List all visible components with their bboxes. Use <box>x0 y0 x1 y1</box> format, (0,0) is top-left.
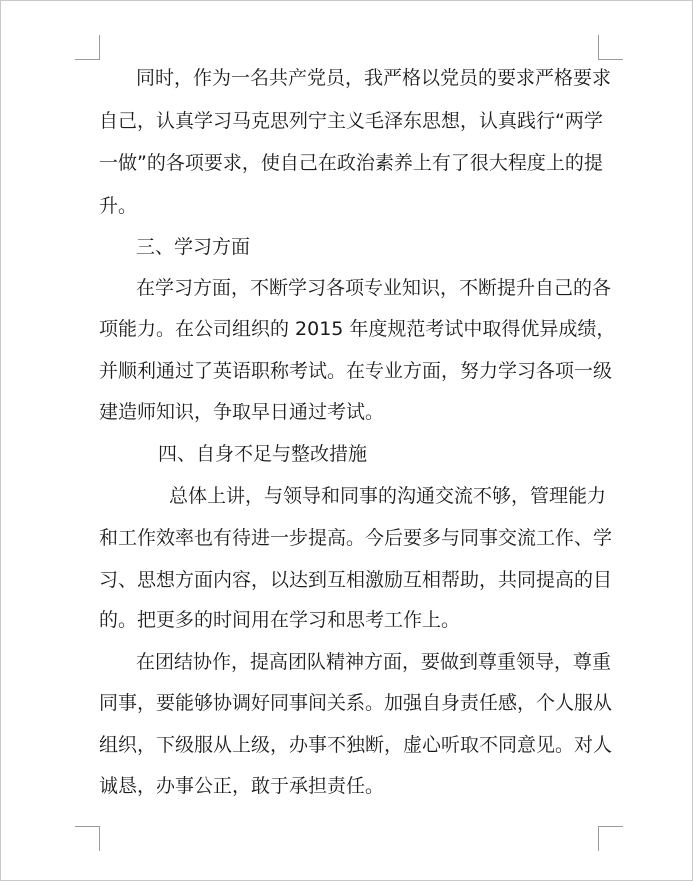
text-line: 升。 <box>99 195 138 217</box>
text-line: 建造师知识，争取早日通过考试。 <box>99 401 385 423</box>
section-heading: 四、自身不足与整改措施 <box>158 443 368 465</box>
text-line: 同时，作为一名共产党员，我严格以党员的要求严格要求 <box>136 67 612 89</box>
text-line: 自己，认真学习马克思列宁主义毛泽东思想，认真践行“两学 <box>99 110 603 132</box>
text-line: 一做”的各项要求，使自己在政治素养上有了很大程度上的提 <box>99 152 603 174</box>
text-line: 在学习方面，不断学习各项专业知识，不断提升自己的各 <box>136 277 612 299</box>
text-line: 习、思想方面内容，以达到互相激励互相帮助，共同提高的目 <box>99 569 613 591</box>
text-line: 同事，要能够协调好同事间关系。加强自身责任感，个人服从 <box>99 692 613 714</box>
text-line: 的。把更多的时间用在学习和思考工作上。 <box>99 609 461 631</box>
text-line: 并顺利通过了英语职称考试。在专业方面，努力学习各项一级 <box>99 360 613 382</box>
text-line: 诚恳，办事公正，敢于承担责任。 <box>99 775 385 797</box>
text-line: 组织，下级服从上级，办事不独断，虚心听取不同意见。对人 <box>99 734 613 756</box>
text-line: 项能力。在公司组织的 2015 年度规范考试中取得优异成绩， <box>99 318 616 340</box>
margin-corner-bottom-left <box>75 826 100 851</box>
section-heading: 三、学习方面 <box>136 236 251 258</box>
text-line: 在团结协作，提高团队精神方面，要做到尊重领导，尊重 <box>136 651 612 673</box>
margin-corner-top-left <box>75 35 100 60</box>
text-line: 和工作效率也有待进一步提高。今后要多与同事交流工作、学 <box>99 527 613 549</box>
margin-corner-top-right <box>598 35 623 60</box>
margin-corner-bottom-right <box>598 826 623 851</box>
text-line: 总体上讲，与领导和同事的沟通交流不够，管理能力 <box>169 485 607 507</box>
